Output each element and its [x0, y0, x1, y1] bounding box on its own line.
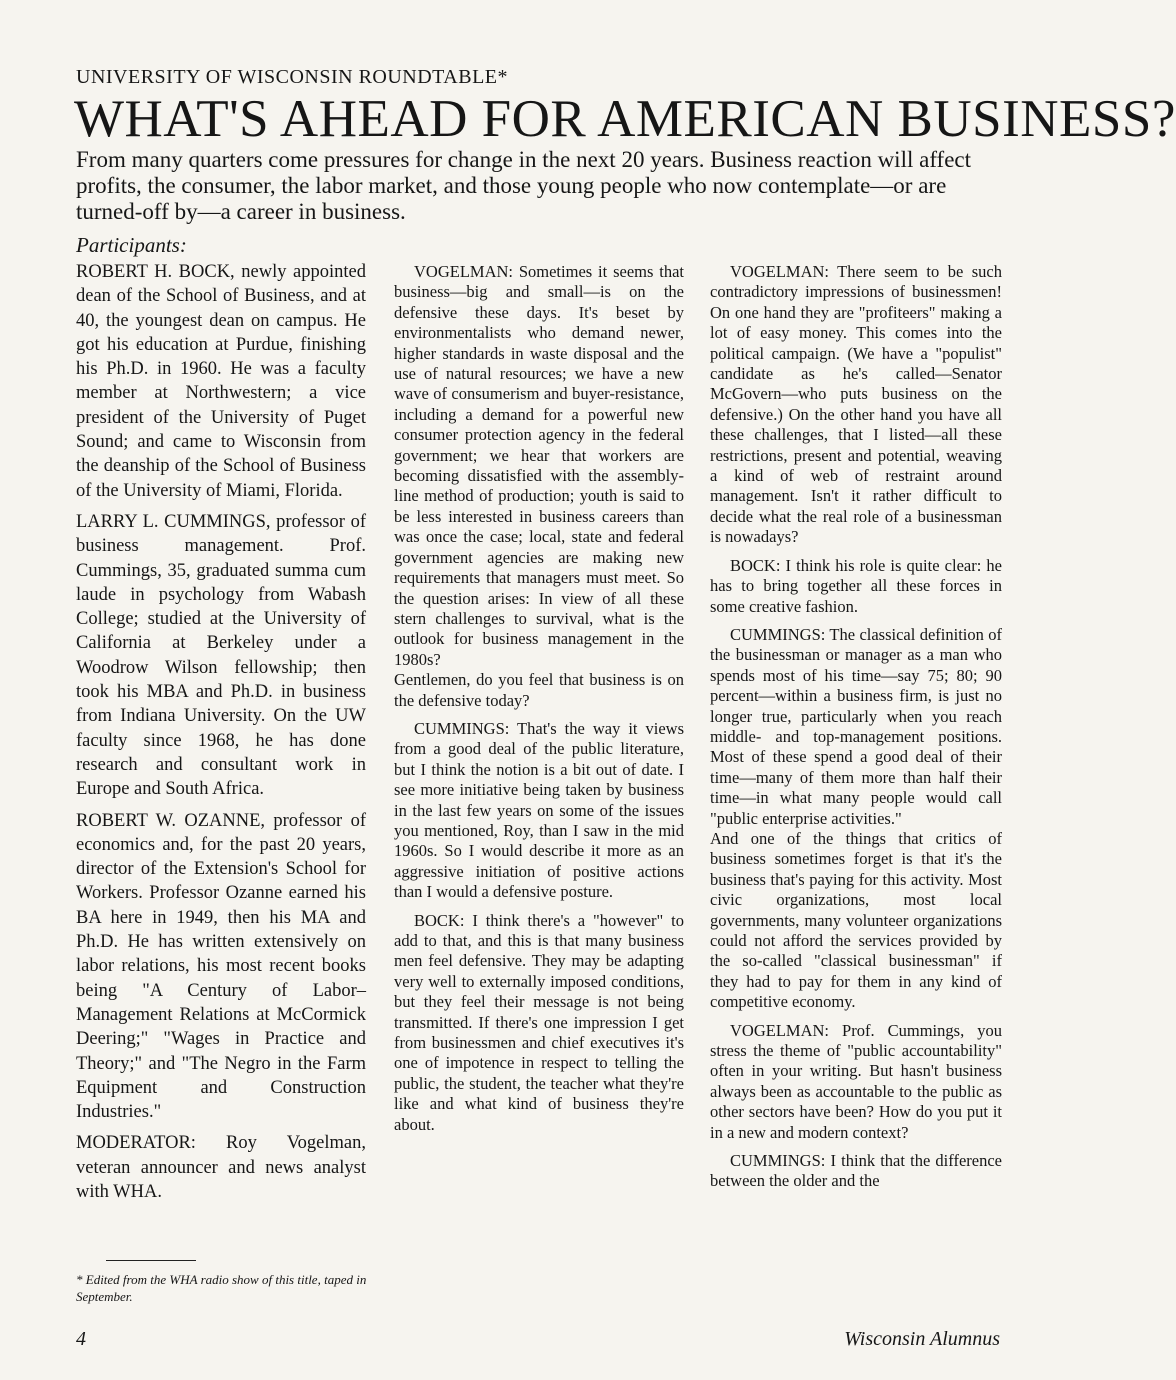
discussion-column-1: [394, 262, 684, 1143]
bio-moderator: MODERATOR: Roy Vogelman, veteran announcer and news analyst with WHA.: [76, 1133, 366, 1202]
paragraph: CUMMINGS: That's the way it views from a good deal of the public literature, but I think the notion is a bit out of date. I see more initiative being taken by business in the last few years on some of the issues you mentioned, Roy, than I saw in the mid 1960s. So I would describe it more as an aggressive initiation of positive actions than I would a defensive posture.: [394, 718, 684, 902]
discussion-column-2: [710, 262, 1002, 1200]
deck: From many quarters come pressures for change in the next 20 years. Business reaction will affect profits, the consumer, the labor market, and those young people who now contemplate—or are turned-off by—a career in business.: [76, 147, 972, 224]
paragraph: Gentlemen, do you feel that business is on the defensive today?: [394, 670, 684, 710]
bio-ozanne: ROBERT W. OZANNE, professor of economics and, for the past 20 years, director of the Extension's School for Workers. Professor Ozanne earned his BA here in 1949, then his MA and Ph.D. He has written extensively on labor relations, his most recent books being "A Century of Labor–Management Relations at McCormick Deering;" "Wages in Practice and Theory;" and "The Negro in the Farm Equipment and Construction Industries.": [76, 810, 366, 1123]
paragraph: VOGELMAN: There seem to be such contradictory impressions of businessmen! On one hand they are "profiteers" making a lot of easy money. This comes into the political campaign. (We have a "populist" candidate as he's called—Senator McGovern—who puts business on the defensive.) On the other hand you have all these challenges, that I listed—all these restrictions, present and potential, weaving a kind of web of restraint around management. Isn't it rather difficult to decide what the real role of a businessman is nowadays?: [710, 262, 1002, 547]
participants-label: Participants:: [76, 233, 187, 257]
paragraph: And one of the things that critics of business sometimes forget is that it's the business that's paying for this activity. Most civic organizations, most local governments, many volunteer organizations could not afford the services provided by the so-called "classical businessman" if they had to pay for them in any kind of competitive economy.: [710, 828, 1002, 1012]
paragraph: CUMMINGS: The classical definition of the businessman or manager as a man who spends most of his time—say 75; 80; 90 percent—within a business firm, is just no longer true, particularly when you reach middle- and top-management positions. Most of these spend a good deal of their time—many of them more than half their time—in what many people would call "public enterprise activities.": [710, 624, 1002, 828]
section-kicker: UNIVERSITY OF WISCONSIN ROUNDTABLE*: [76, 66, 509, 88]
bio-bock: ROBERT H. BOCK, newly appointed dean of the School of Business, and at 40, the youngest dean on campus. He got his education at Purdue, finishing his Ph.D. in 1960. He was a faculty member at Northwestern; a vice president of the University of Puget Sound; and came to Wisconsin from the deanship of the School of Business of the University of Miami, Florida.: [76, 262, 366, 501]
footnote: * Edited from the WHA radio show of this title, taped in September.: [76, 1272, 367, 1304]
paragraph: VOGELMAN: Prof. Cummings, you stress the theme of "public accountability" often in your writing. But hasn't business always been as accountable to the public as other sectors have been? How do you put it in a new and modern context?: [710, 1020, 1002, 1142]
page-number: 4: [76, 1328, 86, 1350]
footnote-divider: [106, 1260, 196, 1261]
paragraph: BOCK: I think his role is quite clear: he has to bring together all these forces in some creative fashion.: [710, 555, 1002, 616]
bio-cummings: LARRY L. CUMMINGS, professor of business management. Prof. Cummings, 35, graduated summa cum laude in psychology from Wabash College; studied at the University of California at Berkeley under a Woodrow Wilson fellowship; then took his MBA and Ph.D. in business from Indiana University. On the UW faculty since 1968, he has done research and consultant work in Europe and South Africa.: [76, 511, 366, 800]
participants-column: [76, 260, 366, 1211]
publication-name: Wisconsin Alumnus: [844, 1328, 1000, 1350]
headline: WHAT'S AHEAD FOR AMERICAN BUSINESS?: [74, 90, 1176, 148]
paragraph: BOCK: I think there's a "however" to add to that, and this is that many business men feel defensive. They may be adapting very well to externally imposed conditions, but they feel their message is not being transmitted. If there's one impression I get from businessmen and chief executives it's one of impotence in respect to telling the public, the student, the teacher what they're like and what kind of business they're about.: [394, 910, 684, 1134]
paragraph: VOGELMAN: Sometimes it seems that business—big and small—is on the defensive these days. It's beset by environmentalists who demand newer, higher standards in waste disposal and the use of natural resources; we have a new wave of consumerism and buyer-resistance, including a demand for a powerful new consumer protection agency in the federal government; we hear that workers are becoming dissatisfied with the assembly-line method of production; youth is said to be less interested in business careers than was once the case; local, state and federal government agencies are making new requirements that managers must meet. So the question arises: In view of all these stern challenges to survival, what is the outlook for business management in the 1980s?: [394, 262, 684, 669]
paragraph: CUMMINGS: I think that the difference between the older and the: [710, 1151, 1002, 1191]
